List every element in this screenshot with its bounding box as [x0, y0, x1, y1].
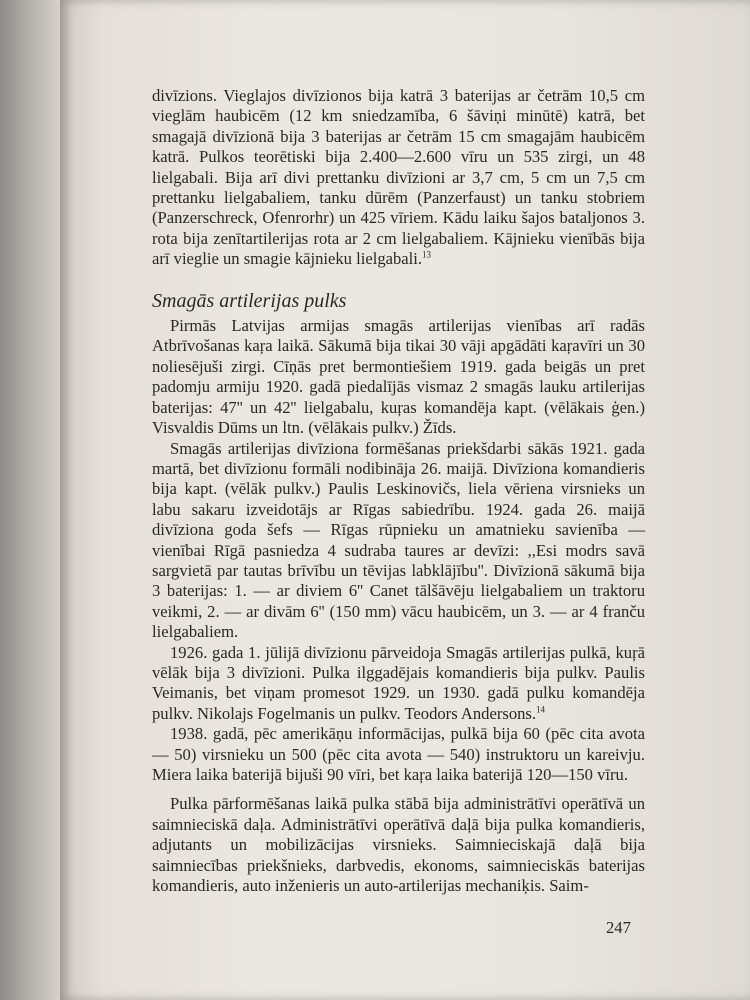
- paragraph: 1938. gadā, pēc amerikāņu informācijas, pulkā bija 60 (pēc cita avota — 50) virsnieku un 500 (pēc cita avota — 540) instruktoru un kareivju. Miera laika baterijā bijuši 90 vīri, bet kaŗa laika baterijā 120—150 vīru.: [152, 724, 645, 784]
- paragraph-continued: divīzions. Vieglajos divīzionos bija katrā 3 baterijas ar četrām 10,5 cm vieglām haubicēm (12 km sniedzamība, 6 šāviņi minūtē) katrā, bet smagajā divīzionā bija 3 baterijas ar četrām 15 cm smagajām haubicēm katrā. Pulkos teorētiski bija 2.400—2.600 vīru un 535 zirgi, un 48 lielgabali. Bija arī divi prettanku divīzioni ar 3,7 cm, 5 cm un 7,5 cm prettanku lielgabaliem, tanku dūrēm (Panzerfaust) un tanku stobriem (Panzerschreck, Ofenrorhr) un 425 vīriem. Kādu laiku šajos bataljonos 3. rota bija zenītartilerijas rota ar 2 cm lielgabaliem. Kājnieku vienībās bija arī vieglie un smagie kājnieku lielgabali.$^{13}$: [152, 86, 645, 269]
- footnote-ref: 14: [536, 704, 546, 715]
- paragraph: Pulka pārformēšanas laikā pulka stābā bija administrātīvi operātīvā un saimnieciskā daļa. Administrātīvi operātīvā daļā bija pulka komandieris, adjutants un mobilizācijas virsnieks. Saimnieciskajā daļā bija saimniecības priekšnieks, darbvedis, ekonoms, saimnieciskās baterijas komandieris, auto inženieris un auto-artilerijas mechaniķis. Saim-: [152, 794, 645, 896]
- paragraph: Pirmās Latvijas armijas smagās artilerijas vienības arī radās Atbrīvošanas kaŗa laikā. Sākumā bija tikai 30 vāji apgādāti kaŗavīri un 30 noliesējuši zirgi. Cīņās pret bermontiešiem 1919. gada beigās un pret padomju armiju 1920. gadā piedalījās vismaz 2 smagās lauku artilerijas baterijas: 47'' un 42'' lielgabalu, kuŗas komandēja kapt. (vēlākais ģen.) Visvaldis Dūms un ltn. (vēlākais pulkv.) Žīds.: [152, 316, 645, 438]
- paragraph: 1926. gada 1. jūlijā divīzionu pārveidoja Smagās artilerijas pulkā, kuŗā vēlāk bija 3 divīzioni. Pulka ilggadējais komandieris bija pulkv. Paulis Veimanis, bet viņam promesot 1929. un 1930. gadā pulku komandēja pulkv. Nikolajs Fogelmanis un pulkv. Teodors Andersons.$^{14}$: [152, 642, 645, 723]
- page-number: 247: [606, 918, 631, 937]
- book-page: [60, 0, 750, 1000]
- section-heading: Smagās artilerijas pulks: [152, 289, 347, 312]
- facing-page-edge: [0, 0, 62, 1000]
- footnote-ref: 13: [422, 249, 432, 260]
- paragraph: Smagās artilerijas divīziona formēšanas priekšdarbi sākās 1921. gada martā, bet divīzionu formāli nodibināja 26. maijā. Divīziona komandieris bija kapt. (vēlāk pulkv.) Paulis Leskinovičs, liela vēriena virsnieks un labu sakaru izveidotājs ar Rīgas sabiedrību. 1924. gada 26. maijā divīziona goda šefs — Rīgas rūpnieku un amatnieku savienība — vienībai Rīgā pasniedza 4 sudraba taures ar devīzi: ,,Esi modrs savā sargvietā par tautas brīvību un tēvijas labklājību''. Divīzionā sākumā bija 3 baterijas: 1. — ar diviem 6'' Canet tālšāvēju lielgabaliem un traktoru veikmi, 2. — ar divām 6'' (150 mm) vācu haubicēm, un 3. — ar 4 franču lielgabaliem.: [152, 438, 645, 642]
- page-body: [152, 86, 645, 896]
